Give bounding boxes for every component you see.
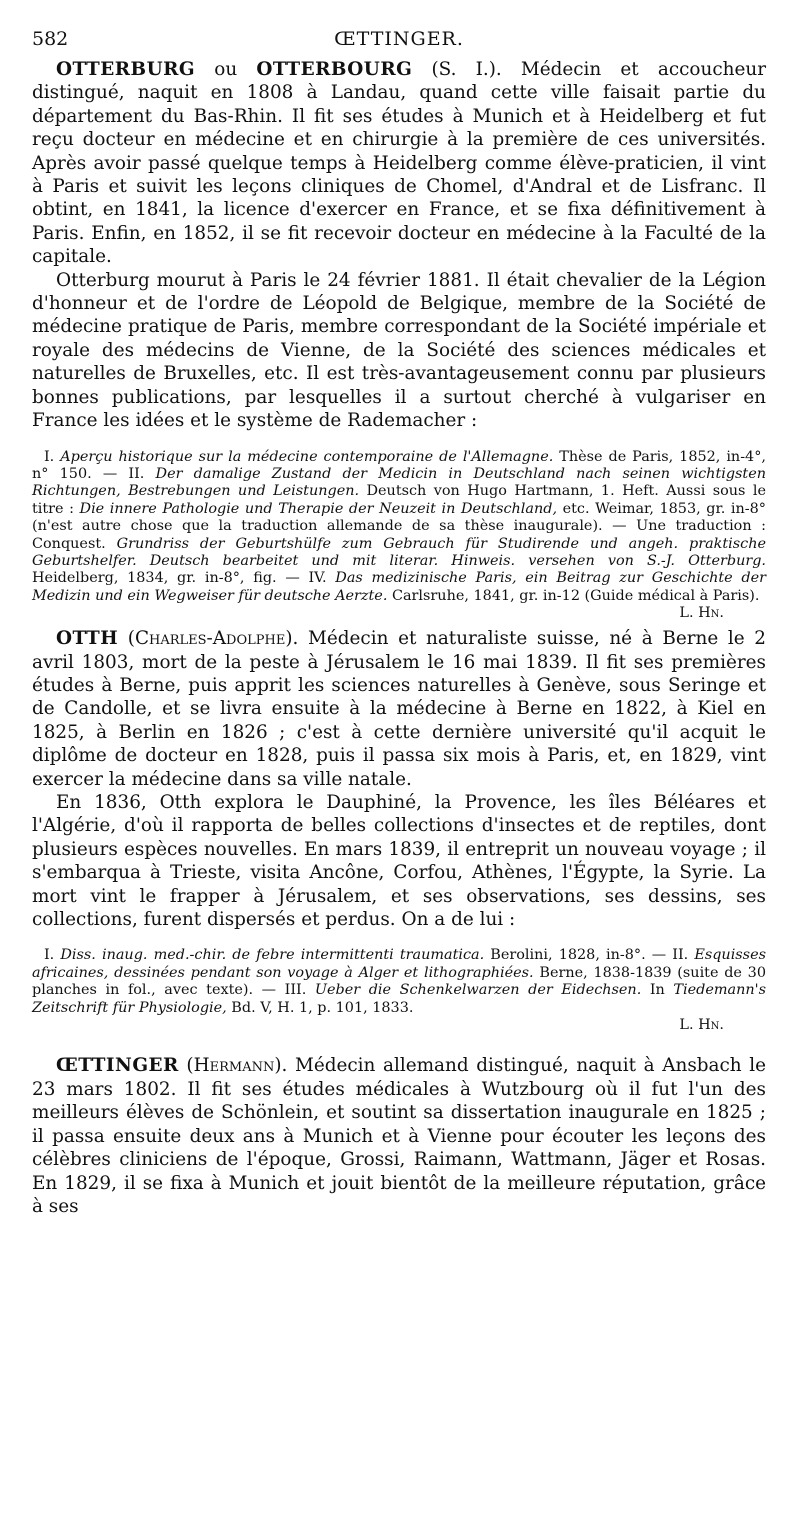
entry-forename: (Hermann). [178, 1055, 288, 1077]
entry-paragraph: ŒTTINGER (Hermann). Médecin allemand distingué, naquit à Ansbach le 23 mars 1802. Il fit ses études médicales à Wutzbourg où il fut l'un des meilleurs élèves de Schönlein, et soutint sa dissertation inaugurale en 1825 ; il passa ensuite deux ans à Munich et à Vienne pour écouter les leçons des célèbres cliniciens de l'époque, Grossi, Raimann, Wattmann, Jäger et Rosas. En 1829, il se fixa à Munich et jouit bientôt de la meilleure réputation, grâce à ses [32, 1055, 766, 1217]
entry-paragraph: En 1836, Otth explora le Dauphiné, la Provence, les îles Béléares et l'Algérie, d'où il rapporta de belles collections d'insectes et de reptiles, dont plusieurs espèces nouvelles. En mars 1839, il entreprit un nouveau voyage ; il s'embarqua à Trieste, visita Ancône, Corfou, Athènes, l'Égypte, la Syrie. La mort vint le frapper à Jérusalem, et ses observations, ses dessins, ses collections, furent dispersés et perdus. On a de lui : [32, 792, 766, 931]
running-title: ŒTTINGER. [334, 28, 464, 50]
entry-alt-name: OTTERBOURG [256, 59, 413, 80]
page [32, 28, 766, 1218]
page-number: 582 [32, 28, 69, 50]
entry-name: OTTH [56, 628, 119, 650]
author-signature: L. Hn. [679, 1017, 724, 1034]
bibliography: I. Aperçu historique sur la médecine contemporaine de l'Allemagne. Thèse de Paris, 1852, in-4°, n° 150. — II. Der damalige Zustand der Medicin in Deutschland nach seinen wichtigsten Richtungen, Bestrebungen und Leistungen. Deutsch von Hugo Hartmann, 1. Heft. Aussi sous le titre : Die innere Pathologie und Therapie der Neuzeit in Deutschland, etc. Weimar, 1853, gr. in-8° (n'est autre chose que la traduction allemande de sa thèse inaugurale). — Une traduction : Conquest. Grundriss der Geburtshülfe zum Gebrauch für Studirende und angeh. praktische Geburtshelfer. Deutsch bearbeitet und mit literar. Hinweis. versehen von S.-J. Otterburg. Heidelberg, 1834, gr. in-8°, fig. — IV. Das medizinische Paris, ein Beitrag zur Geschichte der Medizin und ein Wegweiser für deutsche Aerzte. Carlsruhe, 1841, gr. in-12 (Guide médical à Paris). L. Hn. [32, 448, 766, 622]
entry-otth [32, 627, 766, 1034]
entry-name: OTTERBURG [56, 59, 196, 80]
entry-forename: (Charles-Adolphe). [118, 628, 299, 650]
entry-paragraph: OTTH (Charles-Adolphe). Médecin et naturaliste suisse, né à Berne le 2 avril 1803, mort de la peste à Jérusalem le 16 mai 1839. Il fit ses premières études à Berne, puis apprit les sciences naturelles à Genève, sous Seringe et de Candolle, et se livra ensuite à la médecine à Berne en 1822, à Kiel en 1825, à Berlin en 1826 ; c'est à cette dernière université qu'il acquit le diplôme de docteur en 1828, puis il passa six mois à Paris, et, en 1829, vint exercer la médecine dans sa ville natale. [32, 628, 767, 790]
author-signature: L. Hn. [679, 605, 724, 622]
bibliography: I. Diss. inaug. med.-chir. de febre intermittenti traumatica. Berolini, 1828, in-8°. — II. Esquisses africaines, dessinées pendant son voyage à Alger et lithographiées. Berne, 1838-1839 (suite de 30 planches in fol., avec texte). — III. Ueber die Schenkelwarzen der Eidechsen. In Tiedemann's Zeitschrift für Physiologie, Bd. V, H. 1, p. 101, 1833. [32, 947, 766, 1016]
entry-otterburg [32, 58, 767, 622]
entry-name: ŒTTINGER [56, 1055, 179, 1077]
entry-paragraph: OTTERBURG ou OTTERBOURG (S. I.). Médecin et accoucheur distingué, naquit en 1808 à Landau, quand cette ville faisait partie du département du Bas-Rhin. Il fit ses études à Munich et à Heidelberg et fut reçu docteur en médecine et en chirurgie à la première de ces universités. Après avoir passé quelque temps à Heidelberg comme élève-praticien, il vint à Paris et suivit les leçons cliniques de Chomel, d'Andral et de Lisfranc. Il obtint, en 1841, la licence d'exercer en France, et se fixa définitivement à Paris. Enfin, en 1852, il se fit recevoir docteur en médecine à la Faculté de la capitale. [32, 59, 767, 268]
entry-paragraph: Otterburg mourut à Paris le 24 février 1881. Il était chevalier de la Légion d'honneur et de l'ordre de Léopold de Belgique, membre de la Société de médecine pratique de Paris, membre correspondant de la Société impériale et royale des médecins de Vienne, de la Société des sciences médicales et naturelles de Bruxelles, etc. Il est très-avantageusement connu par plusieurs bonnes publications, par lesquelles il a surtout cherché à vulgariser en France les idées et le système de Rademacher : [32, 269, 766, 432]
page-header [32, 28, 766, 58]
entry-oettinger [32, 1054, 766, 1218]
